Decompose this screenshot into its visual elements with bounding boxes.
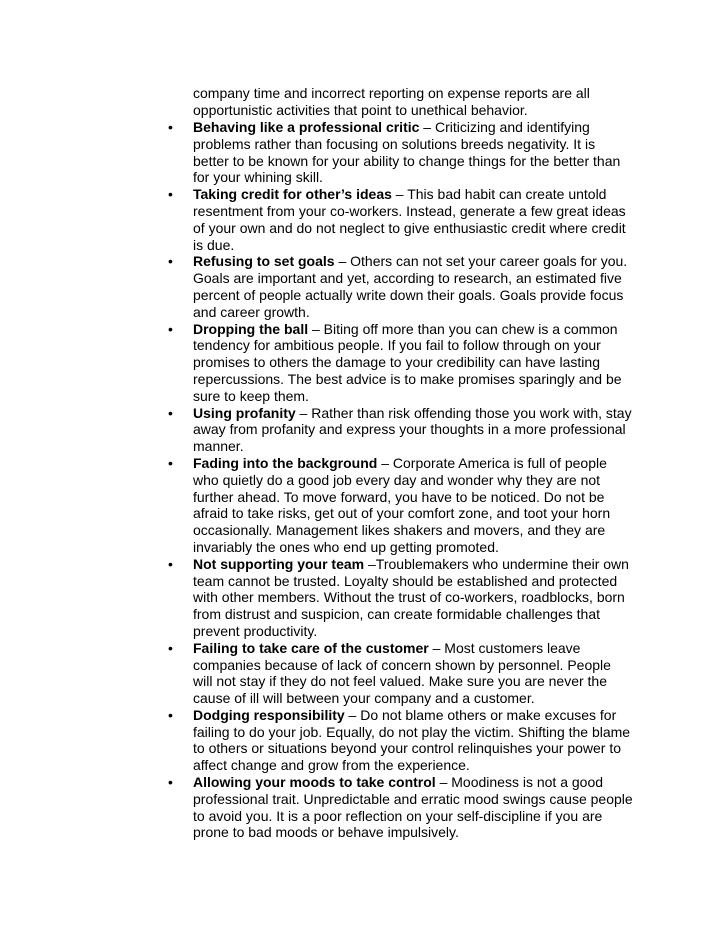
item-text: – Most customers leave companies because of lack of concern shown by personnel. People will not stay if they do not feel valued. Make sure you are never the cause of ill will between your company and a customer.: [193, 639, 611, 707]
continuation-paragraph: company time and incorrect reporting on expense reports are all opportunistic activities that point to unethical behavior.: [193, 85, 590, 118]
item-term: Refusing to set goals: [193, 253, 335, 270]
list-item: [167, 707, 633, 774]
bullet-icon: •: [168, 186, 173, 203]
list-item: [167, 774, 633, 841]
bullet-icon: •: [168, 555, 173, 572]
list-item: [167, 253, 633, 320]
list-item: [167, 640, 633, 707]
bullet-icon: •: [168, 253, 173, 270]
bullet-icon: •: [168, 404, 173, 421]
list-item: [167, 405, 633, 455]
bullet-icon: •: [168, 119, 173, 135]
item-term: Dodging responsibility: [193, 706, 345, 723]
bullet-icon: •: [168, 706, 173, 723]
list-item: [167, 186, 633, 253]
item-term: Allowing your moods to take control: [193, 774, 436, 791]
item-term: Dropping the ball: [193, 320, 309, 337]
item-term: Failing to take care of the customer: [193, 639, 429, 656]
item-term: Fading into the background: [193, 454, 378, 471]
item-term: Taking credit for other’s ideas: [193, 186, 392, 203]
item-text: – Do not blame others or make excuses for failing to do your job. Equally, do not play the victim. Shifting the blame to others or situations beyond your control relinquishes your power to affect change and grow from the experience.: [193, 706, 631, 774]
bullet-icon: •: [168, 454, 173, 471]
item-term: Using profanity: [193, 404, 296, 421]
item-text: – Criticizing and identifying problems rather than focusing on solutions breeds negativity. It is better to be known for your ability to change things for the better than for your whining skill.: [193, 119, 621, 186]
item-text: – Rather than risk offending those you work with, stay away from profanity and express your thoughts in a more professional manner.: [193, 404, 632, 455]
item-text: – Moodiness is not a good professional trait. Unpredictable and erratic mood swings cause people to avoid you. It is a poor reflection on your self-discipline if you are prone to bad moods or behave impulsively.: [193, 774, 633, 841]
item-text: – This bad habit can create untold resentment from your co-workers. Instead, generate a few great ideas of your own and do not neglect to give enthusiastic credit where credit is due.: [193, 186, 626, 253]
item-term: Not supporting your team: [193, 555, 365, 572]
list-item: [167, 556, 633, 640]
bullet-icon: •: [168, 639, 173, 656]
list-item: [167, 455, 633, 556]
bullet-icon: •: [168, 774, 173, 791]
item-text: –Troublemakers who undermine their own team cannot be trusted. Loyalty should be established and protected with other members. Without the trust of co-workers, roadblocks, born from distrust and suspicion, can create formidable challenges that prevent productivity.: [193, 555, 629, 639]
item-text: – Corporate America is full of people who quietly do a good job every day and wonder why they are not further ahead. To move forward, you have to be noticed. Do not be afraid to take risks, get out of your comfort zone, and toot your horn occasionally. Management likes shakers and movers, and they are invariably the ones who end up getting promoted.: [193, 454, 611, 555]
list-item: [167, 119, 633, 186]
item-term: Behaving like a professional critic: [193, 119, 420, 135]
item-text: – Others can not set your career goals for you. Goals are important and yet, according to research, an estimated five percent of people actually write down their goals. Goals provide focus and career growth.: [193, 253, 628, 320]
bullet-icon: •: [168, 320, 173, 337]
bullet-list: [167, 119, 633, 841]
list-item: [167, 321, 633, 405]
item-text: – Biting off more than you can chew is a common tendency for ambitious people. If you fail to follow through on your promises to others the damage to your credibility can have lasting repercussions. The best advice is to make promises sparingly and be sure to keep them.: [193, 320, 622, 404]
